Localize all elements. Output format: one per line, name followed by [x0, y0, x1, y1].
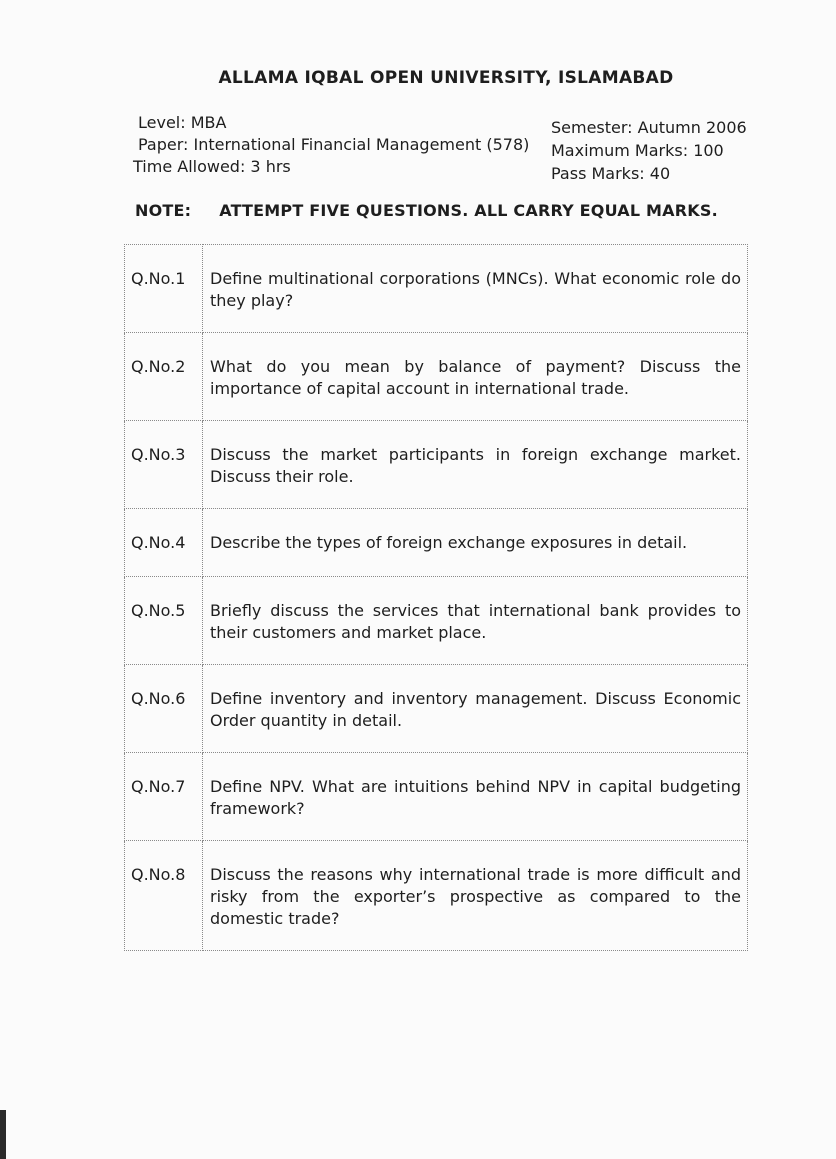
question-row — [125, 841, 748, 951]
exam-info-left — [133, 112, 530, 178]
questions-table — [124, 244, 748, 951]
question-row — [125, 509, 748, 577]
pass-marks-label: Pass Marks: 40 — [551, 164, 671, 183]
exam-info-right — [551, 116, 747, 185]
university-title: ALLAMA IQBAL OPEN UNIVERSITY, ISLAMABAD — [218, 68, 674, 88]
question-number: Q.No.2 — [125, 333, 203, 421]
question-number: Q.No.1 — [125, 245, 203, 333]
question-row — [125, 421, 748, 509]
question-text: Define inventory and inventory management. Discuss Economic Order quantity in detail. — [203, 665, 748, 753]
instructions-note — [135, 201, 718, 220]
scan-edge-mark — [0, 1110, 6, 1159]
question-row — [125, 333, 748, 421]
question-text: Define NPV. What are intuitions behind NPV in capital budgeting framework? — [203, 753, 748, 841]
note-label: NOTE: — [135, 201, 192, 220]
question-text: Define multinational corporations (MNCs). What economic role do they play? — [203, 245, 748, 333]
question-text: What do you mean by balance of payment? Discuss the importance of capital account in international trade. — [203, 333, 748, 421]
semester-label: Semester: Autumn 2006 — [551, 118, 747, 137]
note-text: ATTEMPT FIVE QUESTIONS. ALL CARRY EQUAL MARKS. — [219, 201, 718, 220]
question-row — [125, 245, 748, 333]
question-number: Q.No.5 — [125, 577, 203, 665]
question-text: Briefly discuss the services that international bank provides to their customers and market place. — [203, 577, 748, 665]
question-number: Q.No.4 — [125, 509, 203, 577]
question-row — [125, 665, 748, 753]
question-text: Discuss the reasons why international trade is more difficult and risky from the exporter’s prospective as compared to the domestic trade? — [203, 841, 748, 951]
question-number: Q.No.8 — [125, 841, 203, 951]
question-number: Q.No.7 — [125, 753, 203, 841]
maximum-marks-label: Maximum Marks: 100 — [551, 141, 724, 160]
question-row — [125, 753, 748, 841]
question-number: Q.No.6 — [125, 665, 203, 753]
question-number: Q.No.3 — [125, 421, 203, 509]
level-label: Level: MBA — [138, 113, 227, 132]
question-text: Discuss the market participants in foreign exchange market. Discuss their role. — [203, 421, 748, 509]
time-allowed-label: Time Allowed: 3 hrs — [133, 157, 291, 176]
paper-label: Paper: International Financial Management (578) — [138, 135, 530, 154]
question-text: Describe the types of foreign exchange exposures in detail. — [203, 509, 748, 577]
question-row — [125, 577, 748, 665]
